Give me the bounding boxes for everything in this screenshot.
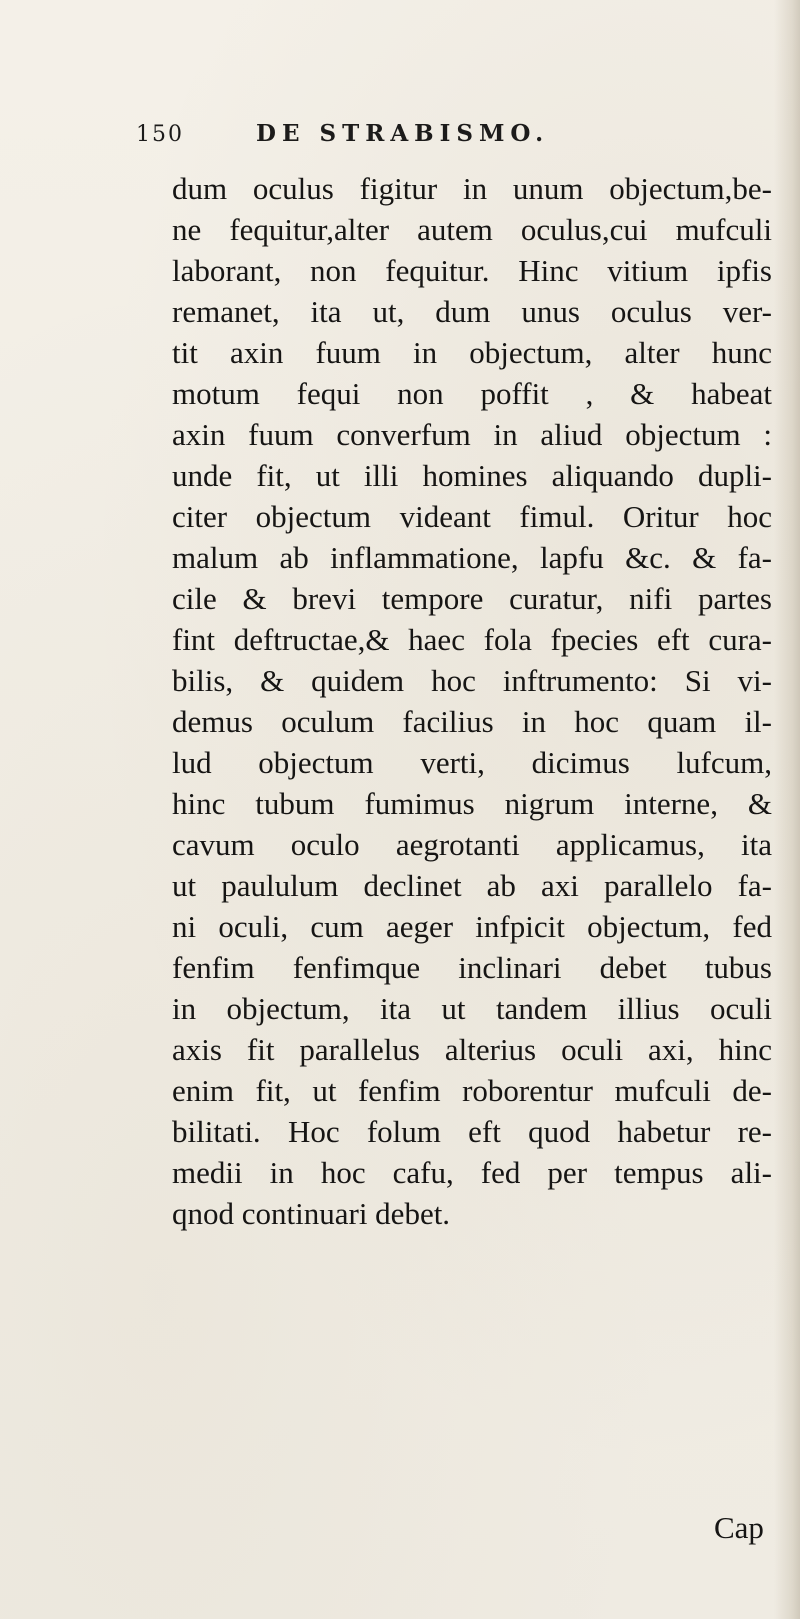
text-line: cavum oculo aegrotanti applicamus, ita	[172, 827, 772, 862]
text-line: lud objectum verti, dicimus lufcum,	[172, 745, 772, 780]
text-line: axis fit parallelus alterius oculi axi, hinc	[172, 1032, 772, 1067]
text-line: in objectum, ita ut tandem illius oculi	[172, 991, 772, 1026]
running-header	[136, 116, 696, 156]
page-number: 150	[136, 122, 184, 147]
text-line: axin fuum converfum in aliud objectum :	[172, 417, 772, 452]
catchword: Cap	[714, 1510, 764, 1545]
text-line: unde fit, ut illi homines aliquando dupli-	[172, 458, 772, 493]
running-title: DE STRABISMO.	[256, 120, 550, 147]
text-line: ne fequitur,alter autem oculus,cui mufculi	[172, 212, 772, 247]
text-line: enim fit, ut fenfim roborentur mufculi de-	[172, 1073, 772, 1108]
page-gutter-edge	[774, 0, 800, 1619]
text-line: motum fequi non poffit , & habeat	[172, 376, 772, 411]
text-line: hinc tubum fumimus nigrum interne, &	[172, 786, 772, 821]
text-line: cile & brevi tempore curatur, nifi partes	[172, 581, 772, 616]
text-line: demus oculum facilius in hoc quam il-	[172, 704, 772, 739]
text-line: ut paululum declinet ab axi parallelo fa-	[172, 868, 772, 903]
text-line: medii in hoc cafu, fed per tempus ali-	[172, 1155, 772, 1190]
body-text	[172, 168, 772, 1234]
text-line: dum oculus figitur in unum objectum,be-	[172, 171, 772, 206]
text-line: tit axin fuum in objectum, alter hunc	[172, 335, 772, 370]
text-line: remanet, ita ut, dum unus oculus ver-	[172, 294, 772, 329]
text-line: bilis, & quidem hoc inftrumento: Si vi-	[172, 663, 772, 698]
text-line: laborant, non fequitur. Hinc vitium ipfis	[172, 253, 772, 288]
text-line: fenfim fenfimque inclinari debet tubus	[172, 950, 772, 985]
text-line: fint deftructae,& haec fola fpecies eft cura-	[172, 622, 772, 657]
text-line: malum ab inflammatione, lapfu &c. & fa-	[172, 540, 772, 575]
text-line: ni oculi, cum aeger infpicit objectum, fed	[172, 909, 772, 944]
text-line-last: qnod continuari debet.	[172, 1196, 451, 1231]
text-line: bilitati. Hoc folum eft quod habetur re-	[172, 1114, 772, 1149]
text-line: citer objectum videant fimul. Oritur hoc	[172, 499, 772, 534]
